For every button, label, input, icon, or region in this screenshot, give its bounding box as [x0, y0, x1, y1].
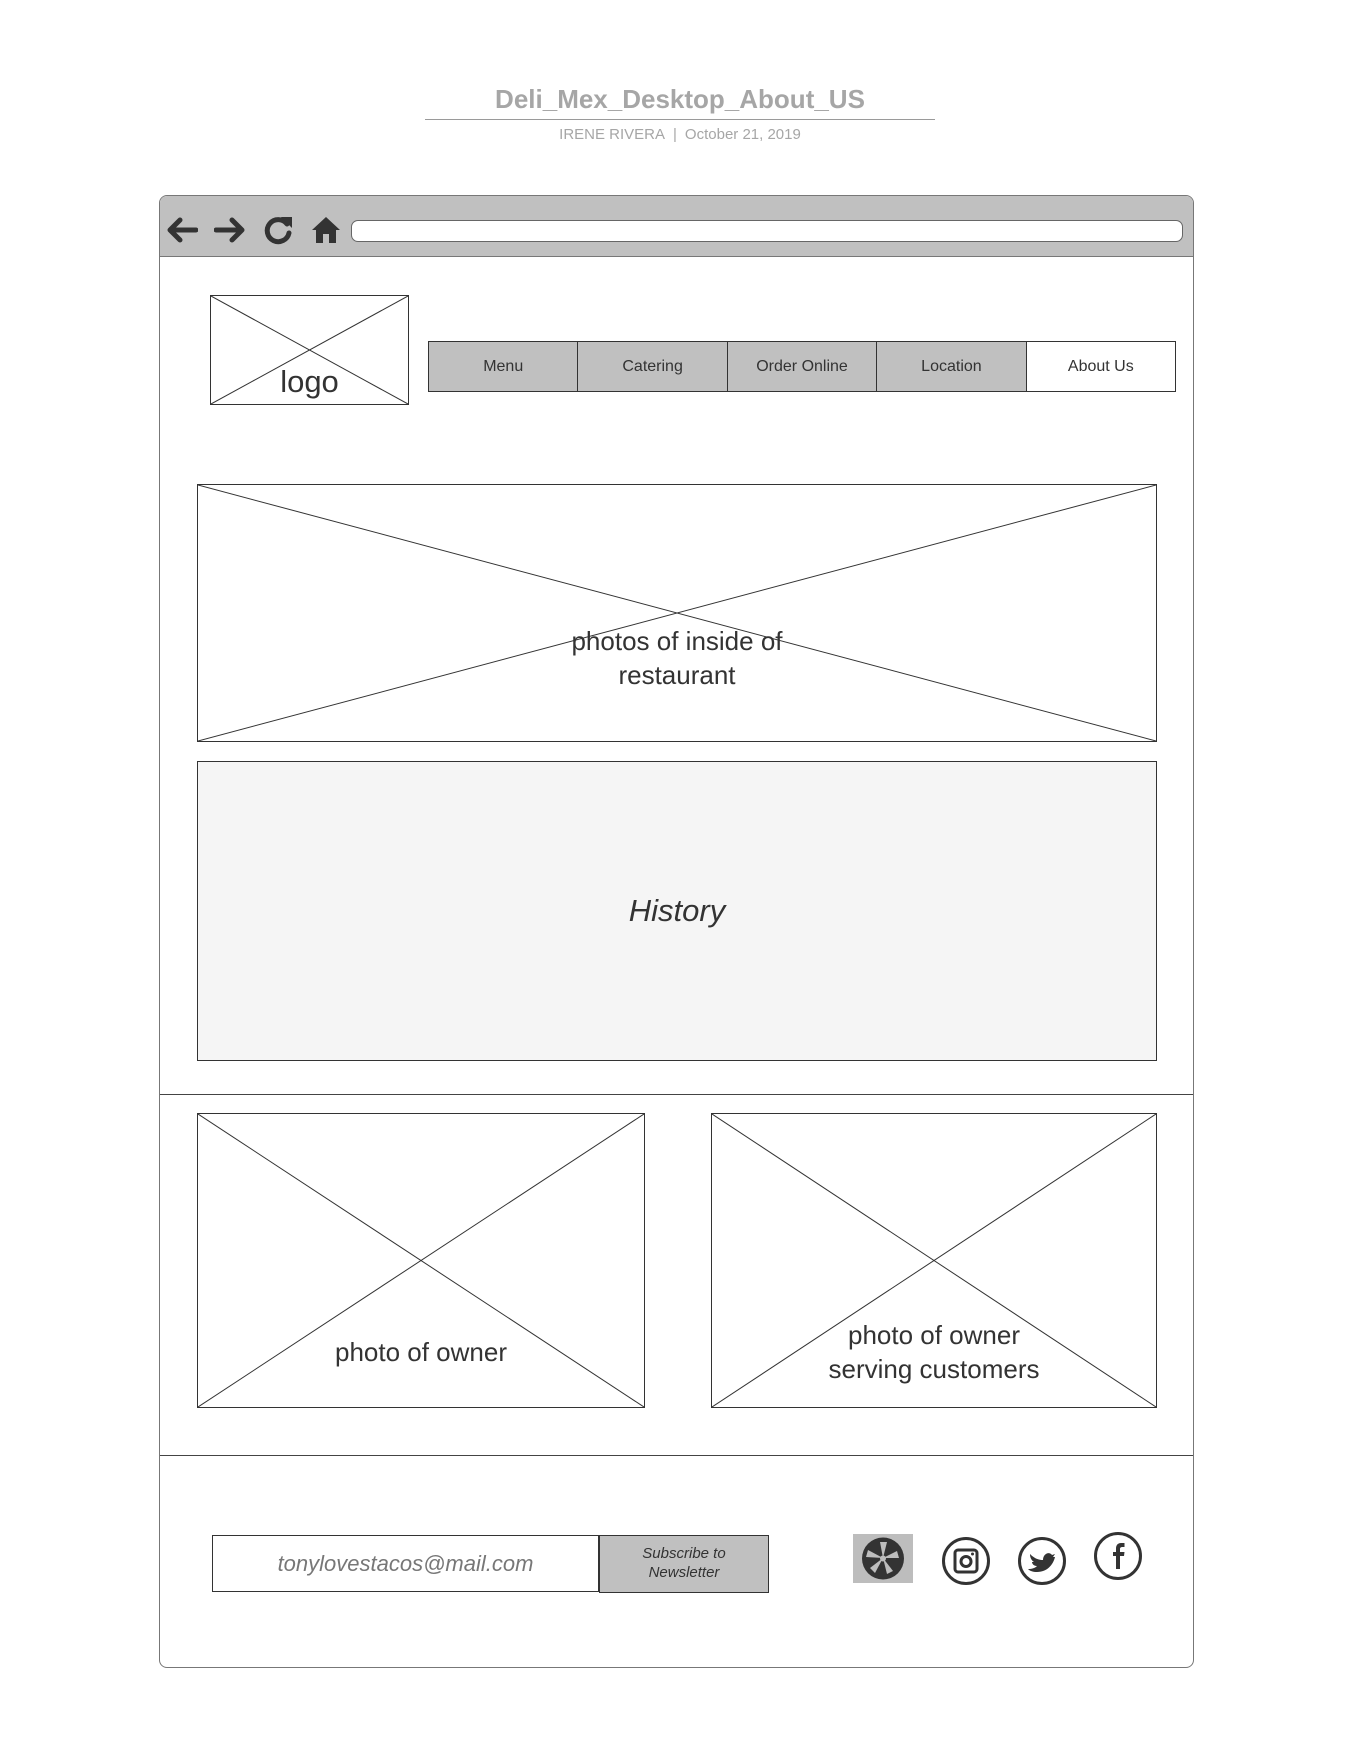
nav-item-location[interactable]: Location [877, 342, 1026, 391]
browser-window [159, 195, 1194, 1668]
home-icon[interactable] [310, 214, 342, 246]
caption-line: serving customers [828, 1353, 1040, 1384]
facebook-icon[interactable] [1093, 1531, 1143, 1581]
history-label: History [628, 893, 726, 928]
document-title: Deli_Mex_Desktop_About_US [425, 84, 935, 120]
caption-line: photo of owner [847, 1320, 1020, 1350]
refresh-icon[interactable] [262, 214, 294, 246]
section-divider [160, 1094, 1193, 1095]
back-arrow-icon[interactable] [166, 214, 198, 246]
subscribe-label-line: Newsletter [648, 1564, 720, 1581]
instagram-icon[interactable] [941, 1536, 991, 1586]
address-bar[interactable] [351, 220, 1183, 242]
caption-line: photos of inside of [571, 626, 783, 656]
document-date: October 21, 2019 [684, 126, 801, 143]
newsletter-email-input[interactable] [212, 1535, 599, 1592]
owner-photo-placeholder [197, 1113, 645, 1408]
nav-item-menu[interactable]: Menu [429, 342, 578, 391]
nav-item-catering[interactable]: Catering [578, 342, 727, 391]
restaurant-interior-photo-placeholder [197, 484, 1157, 742]
forward-arrow-icon[interactable] [214, 214, 246, 246]
nav-item-order-online[interactable]: Order Online [728, 342, 877, 391]
subscribe-newsletter-button[interactable] [599, 1535, 769, 1593]
owner-serving-caption [712, 1319, 1156, 1387]
restaurant-photo-caption [198, 625, 1156, 693]
section-divider [160, 1455, 1193, 1456]
browser-toolbar [160, 196, 1193, 257]
yelp-icon[interactable] [853, 1534, 913, 1583]
document-meta [425, 126, 935, 143]
logo-placeholder[interactable] [210, 295, 409, 405]
logo-label: logo [280, 364, 339, 399]
main-nav [428, 341, 1176, 392]
meta-separator: | [673, 126, 677, 143]
history-section [197, 761, 1157, 1061]
nav-item-about-us[interactable]: About Us [1027, 342, 1175, 391]
owner-photo-caption: photo of owner [334, 1337, 507, 1367]
caption-line: restaurant [618, 659, 736, 690]
subscribe-label-line: Subscribe to [642, 1545, 726, 1563]
twitter-icon[interactable] [1017, 1536, 1067, 1586]
owner-serving-photo-placeholder [711, 1113, 1157, 1408]
author-name: IRENE RIVERA [559, 126, 666, 143]
